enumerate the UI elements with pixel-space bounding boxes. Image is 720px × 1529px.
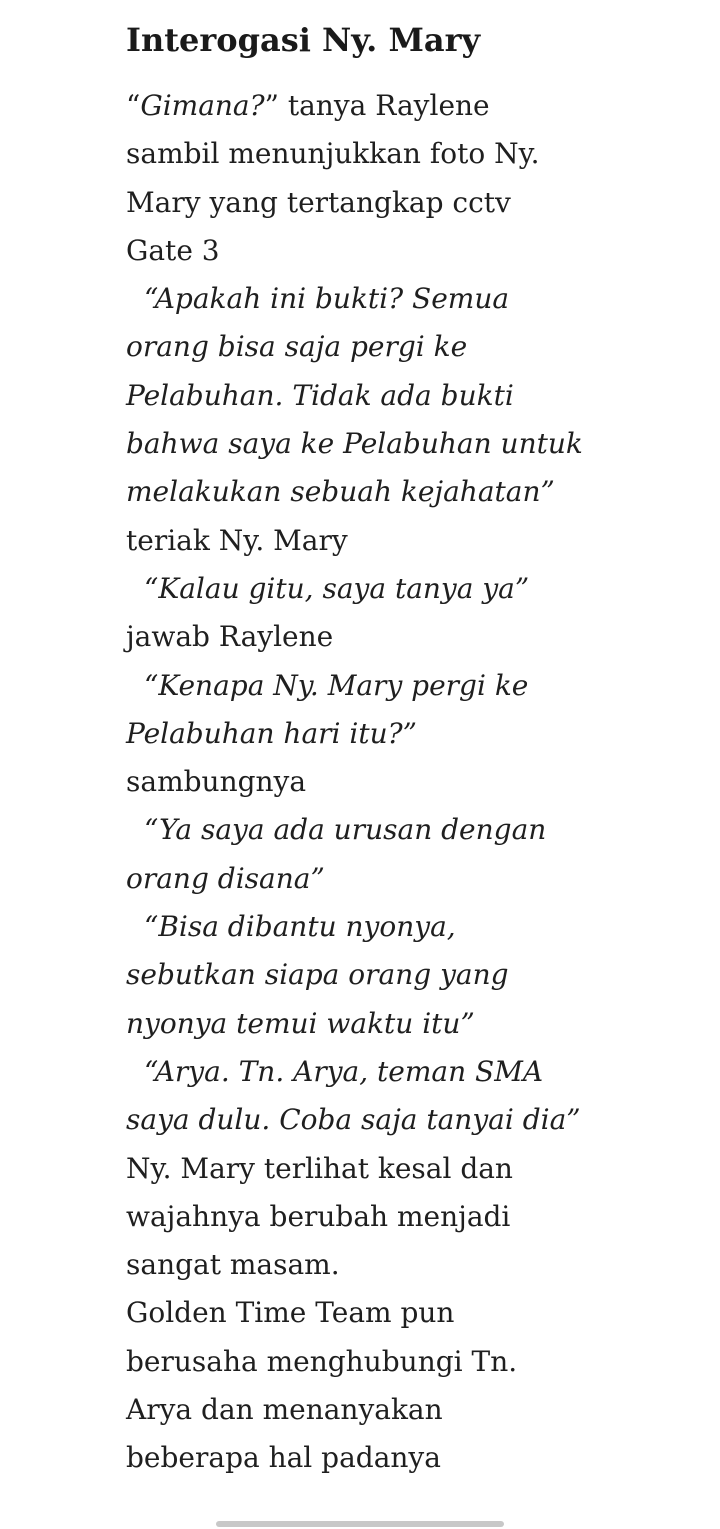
story-line: melakukan sebuah kejahatan”: [126, 475, 555, 509]
story-line: berusaha menghubungi Tn.: [126, 1344, 518, 1378]
story-line: Pelabuhan. Tidak ada bukti: [126, 378, 514, 412]
story-line: Arya dan menanyakan: [126, 1393, 443, 1427]
story-line: bahwa saya ke Pelabuhan untuk: [126, 427, 583, 461]
story-line: “Arya. Tn. Arya, teman SMA: [144, 1054, 544, 1088]
story-line: Ny. Mary terlihat kesal dan: [126, 1151, 513, 1185]
story-line: “Ya saya ada urusan dengan: [144, 813, 547, 847]
story-line: sambil menunjukkan foto Ny.: [126, 137, 540, 171]
story-line: Pelabuhan hari itu?”: [126, 716, 417, 750]
story-line: sambungnya: [126, 765, 307, 799]
story-line: Golden Time Team pun: [126, 1296, 455, 1330]
scroll-indicator[interactable]: [216, 1521, 504, 1527]
story-line: beberapa hal padanya: [126, 1441, 441, 1475]
story-line: sebutkan siapa orang yang: [126, 958, 509, 992]
story-line: jawab Raylene: [126, 620, 334, 654]
story-line: “Apakah ini bukti? Semua: [144, 282, 510, 316]
story-line: saya dulu. Coba saja tanyai dia”: [126, 1103, 581, 1137]
story-line: wajahnya berubah menjadi: [126, 1199, 511, 1233]
story-line: “Gimana?” tanya Raylene: [126, 89, 490, 122]
chapter-title: Interogasi Ny. Mary: [126, 21, 481, 59]
story-line: sangat masam.: [126, 1248, 340, 1282]
story-body: [126, 82, 606, 1483]
story-line: Gate 3: [126, 233, 220, 267]
story-line: Mary yang tertangkap cctv: [126, 185, 511, 219]
story-line: “Kalau gitu, saya tanya ya”: [144, 571, 530, 605]
story-line: orang disana”: [126, 861, 325, 895]
story-line: orang bisa saja pergi ke: [126, 330, 468, 364]
story-line: “Kenapa Ny. Mary pergi ke: [144, 668, 529, 702]
story-line: “Bisa dibantu nyonya,: [144, 910, 456, 944]
story-line: teriak Ny. Mary: [126, 523, 348, 557]
story-line: nyonya temui waktu itu”: [126, 1006, 475, 1040]
